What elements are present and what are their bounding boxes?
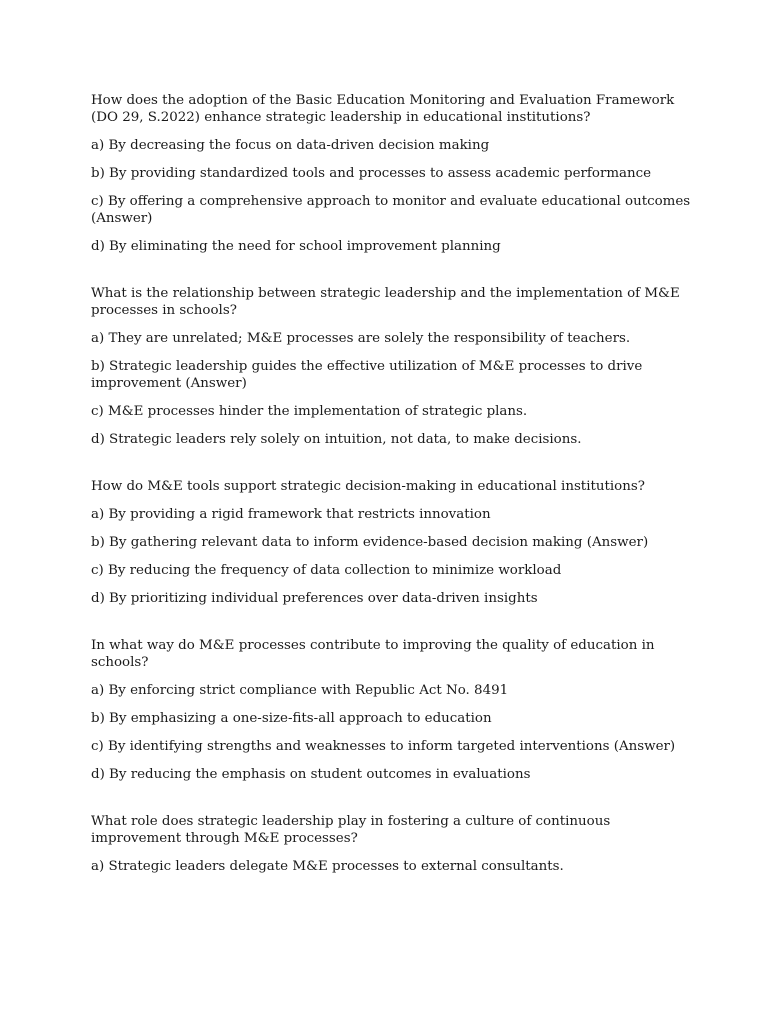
option-c: c) By identifying strengths and weaknesses to inform targeted interventions (Answer): [91, 739, 676, 754]
option-b: b) By gathering relevant data to inform evidence-based decision making (Answer): [91, 535, 649, 550]
question-text: How does the adoption of the Basic Education Monitoring and Evaluation Framework (DO 29, S.2022) enhance strategic leadership in educational institutions?: [91, 93, 675, 125]
option-a: a) They are unrelated; M&E processes are solely the responsibility of teachers.: [91, 331, 631, 346]
option-d: d) By eliminating the need for school improvement planning: [91, 239, 501, 254]
question-block-1: [91, 92, 691, 255]
option-d: d) By reducing the emphasis on student outcomes in evaluations: [91, 767, 531, 782]
option-d: d) By prioritizing individual preferences over data-driven insights: [91, 591, 538, 606]
document-page: [91, 92, 691, 905]
option-c: c) By reducing the frequency of data collection to minimize workload: [91, 563, 562, 578]
question-text: How do M&E tools support strategic decision-making in educational institutions?: [91, 479, 645, 494]
question-text: In what way do M&E processes contribute to improving the quality of education in schools?: [91, 638, 655, 670]
option-d: d) Strategic leaders rely solely on intuition, not data, to make decisions.: [91, 432, 582, 447]
option-b: b) By providing standardized tools and processes to assess academic performance: [91, 166, 652, 181]
question-block-5: [91, 813, 691, 875]
option-a: a) By enforcing strict compliance with Republic Act No. 8491: [91, 683, 509, 698]
option-a: a) Strategic leaders delegate M&E processes to external consultants.: [91, 859, 564, 874]
question-text: What role does strategic leadership play in fostering a culture of continuous improvement through M&E processes?: [91, 814, 611, 846]
option-b: b) Strategic leadership guides the effective utilization of M&E processes to drive improvement (Answer): [91, 359, 643, 391]
question-block-4: [91, 637, 691, 783]
option-c: c) M&E processes hinder the implementation of strategic plans.: [91, 404, 528, 419]
option-c: c) By offering a comprehensive approach to monitor and evaluate educational outcomes (Answer): [91, 194, 691, 226]
question-block-2: [91, 285, 691, 448]
question-text: What is the relationship between strategic leadership and the implementation of M&E processes in schools?: [91, 286, 680, 318]
option-b: b) By emphasizing a one-size-fits-all approach to education: [91, 711, 492, 726]
question-block-3: [91, 478, 691, 607]
option-a: a) By providing a rigid framework that restricts innovation: [91, 507, 491, 522]
option-a: a) By decreasing the focus on data-driven decision making: [91, 138, 490, 153]
